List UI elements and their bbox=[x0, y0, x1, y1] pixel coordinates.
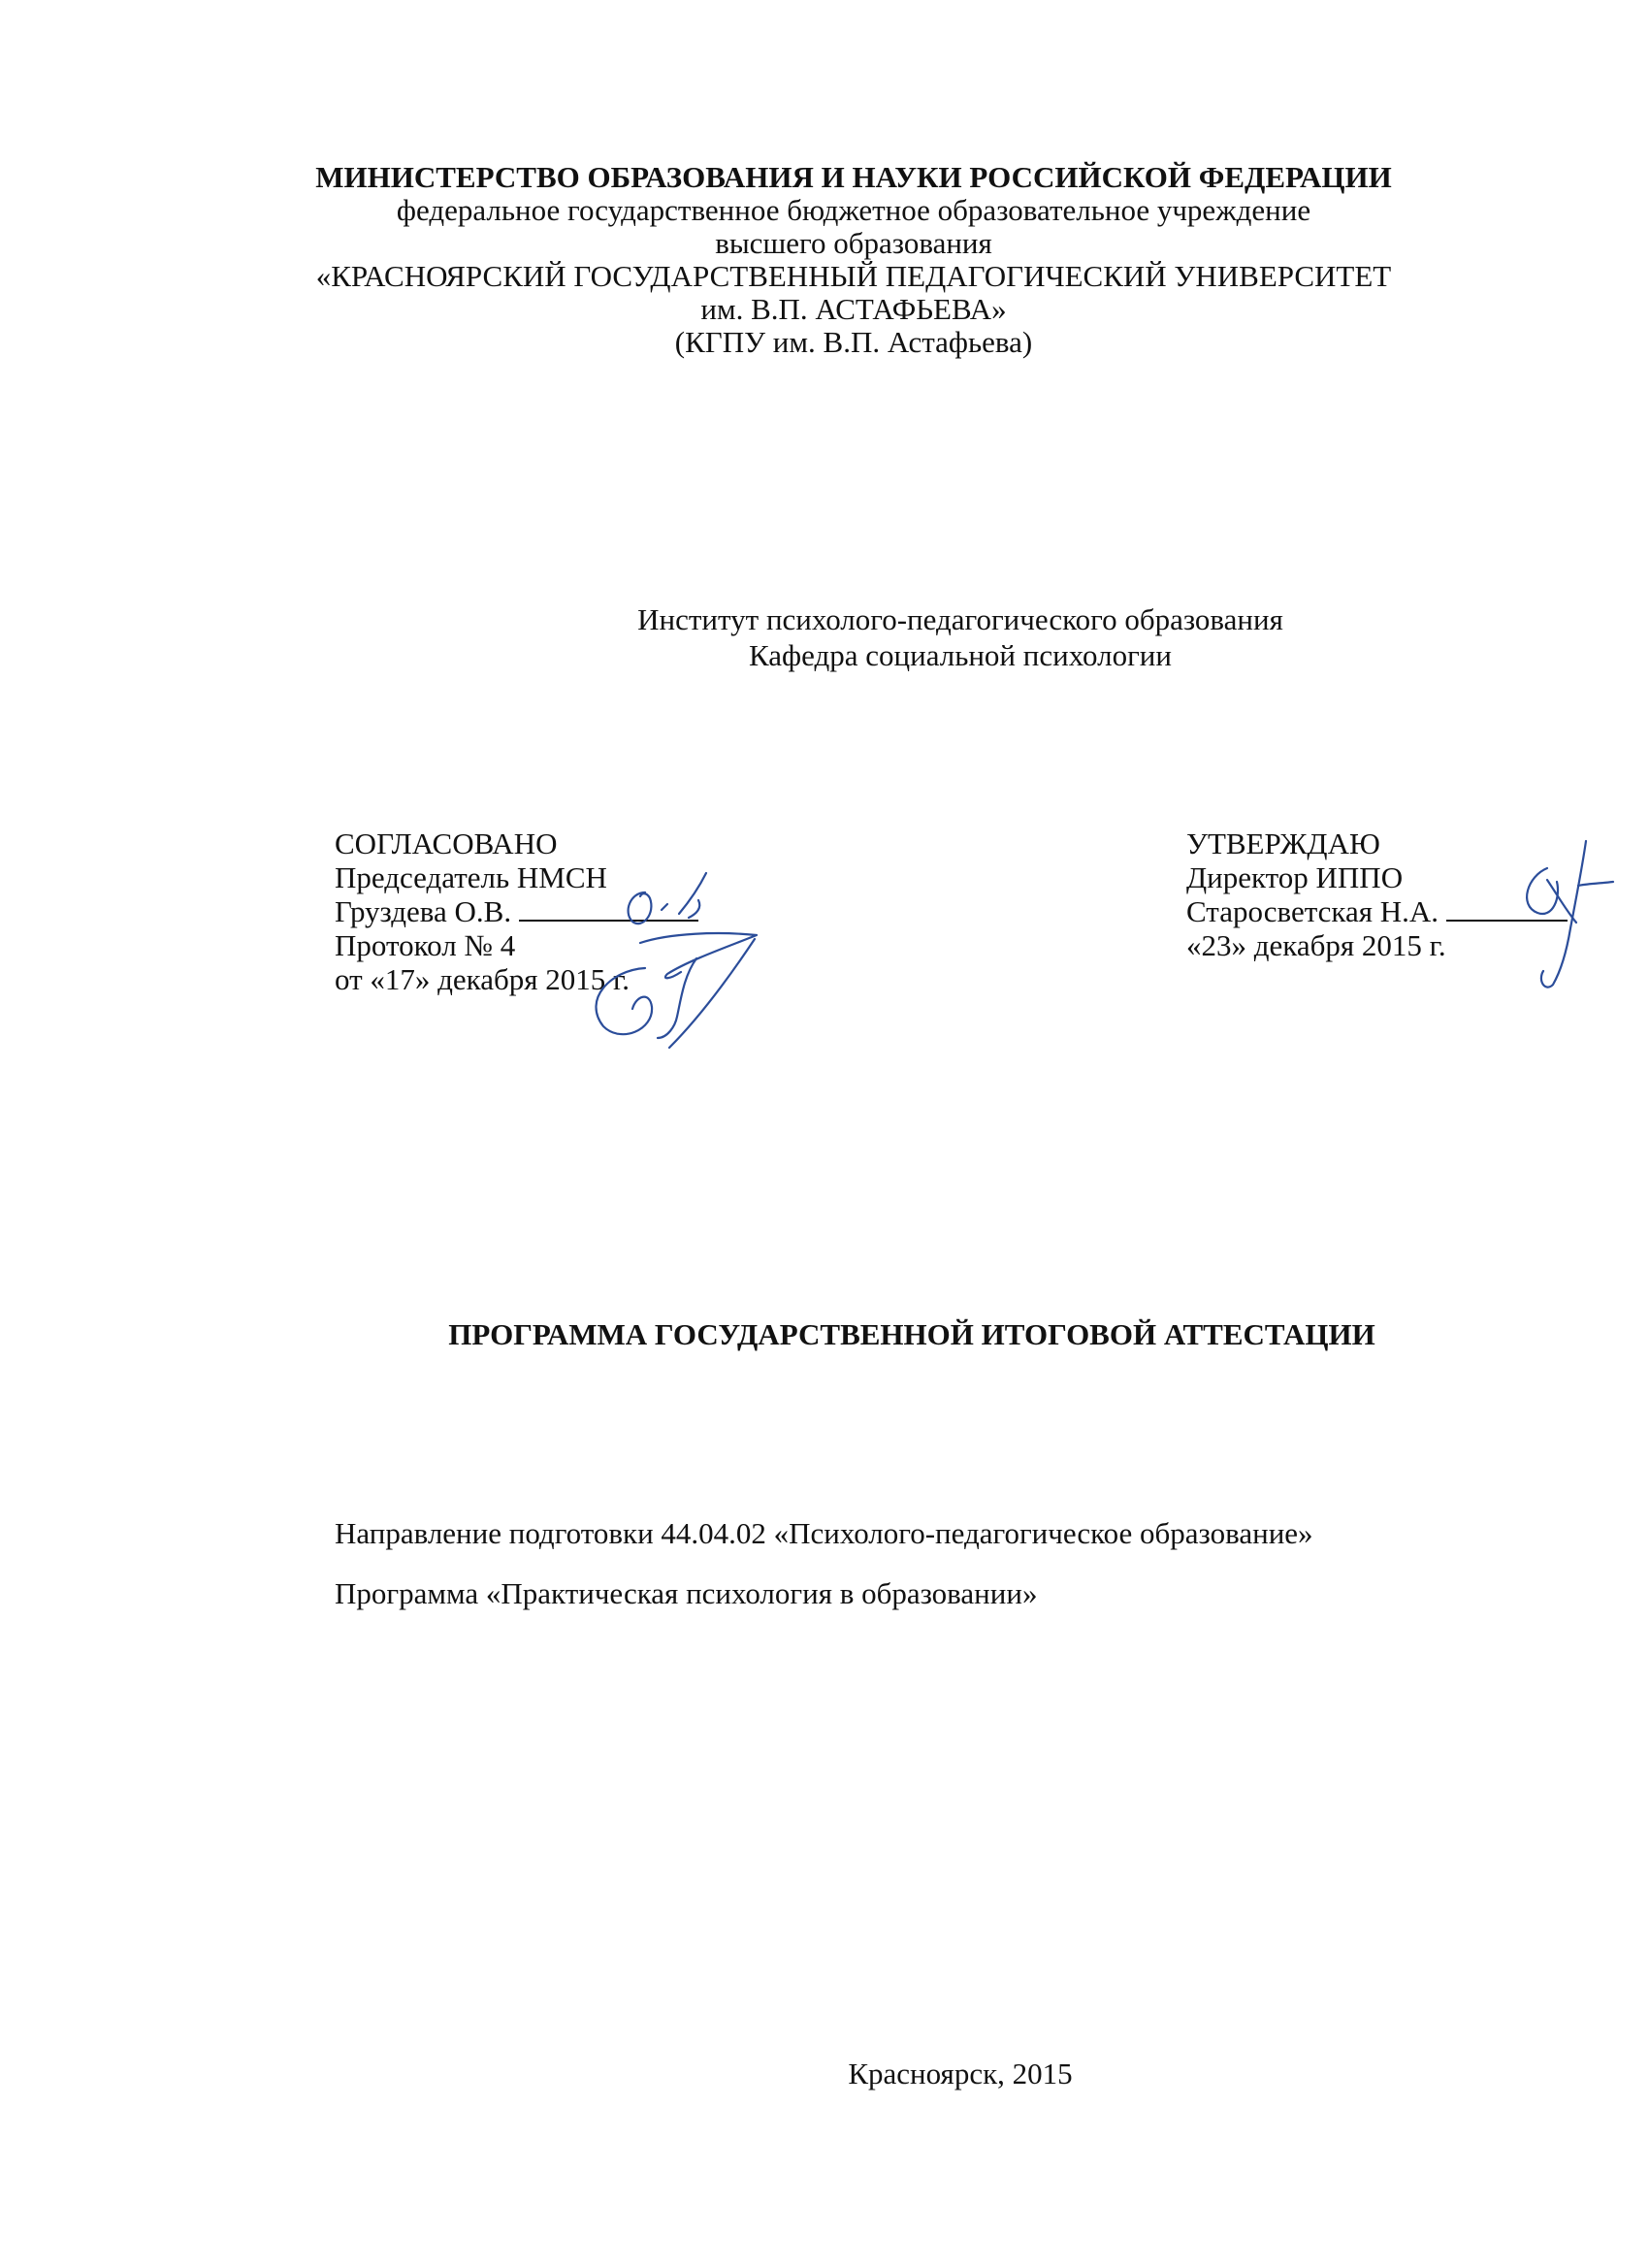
ministry-title: МИНИСТЕРСТВО ОБРАЗОВАНИЯ И НАУКИ РОССИЙСКОЙ ФЕДЕРАЦИИ bbox=[315, 160, 1392, 194]
approved-date: «23» декабря 2015 г. bbox=[1186, 928, 1446, 962]
approved-role: Директор ИППО bbox=[1186, 860, 1404, 894]
agreed-date: от «17» декабря 2015 г. bbox=[335, 962, 630, 996]
approved-name: Старосветская Н.А. bbox=[1186, 894, 1439, 928]
education-level: высшего образования bbox=[715, 226, 992, 260]
university-abbr: (КГПУ им. В.П. Астафьева) bbox=[674, 325, 1033, 359]
agreed-name: Груздева О.В. bbox=[335, 894, 512, 928]
left-signature bbox=[553, 854, 776, 1057]
university-name-cont: им. В.П. АСТАФЬЕВА» bbox=[700, 292, 1007, 326]
approved-heading: УТВЕРЖДАЮ bbox=[1186, 826, 1380, 860]
program-block bbox=[335, 1504, 1313, 1624]
agreed-role: Председатель НМСН bbox=[335, 860, 607, 894]
department-block bbox=[136, 601, 1649, 673]
institution-type: федеральное государственное бюджетное образовательное учреждение bbox=[396, 193, 1311, 227]
institute-name: Институт психолого-педагогического образования bbox=[637, 602, 1283, 636]
agreed-heading: СОГЛАСОВАНО bbox=[335, 826, 558, 860]
university-name: «КРАСНОЯРСКИЙ ГОСУДАРСТВЕННЫЙ ПЕДАГОГИЧЕСКИЙ УНИВЕРСИТЕТ bbox=[315, 259, 1392, 293]
agreed-protocol: Протокол № 4 bbox=[335, 928, 516, 962]
document-title: ПРОГРАММА ГОСУДАРСТВЕННОЙ ИТОГОВОЙ АТТЕСТАЦИИ bbox=[448, 1317, 1375, 1351]
program-name: Программа «Практическая психология в образовании» bbox=[335, 1576, 1038, 1610]
training-direction: Направление подготовки 44.04.02 «Психолого-педагогическое образование» bbox=[335, 1516, 1313, 1550]
right-signature bbox=[1489, 829, 1625, 994]
header-block bbox=[29, 161, 1649, 359]
chair-name: Кафедра социальной психологии bbox=[749, 638, 1172, 672]
city-year: Красноярск, 2015 bbox=[848, 2057, 1073, 2090]
